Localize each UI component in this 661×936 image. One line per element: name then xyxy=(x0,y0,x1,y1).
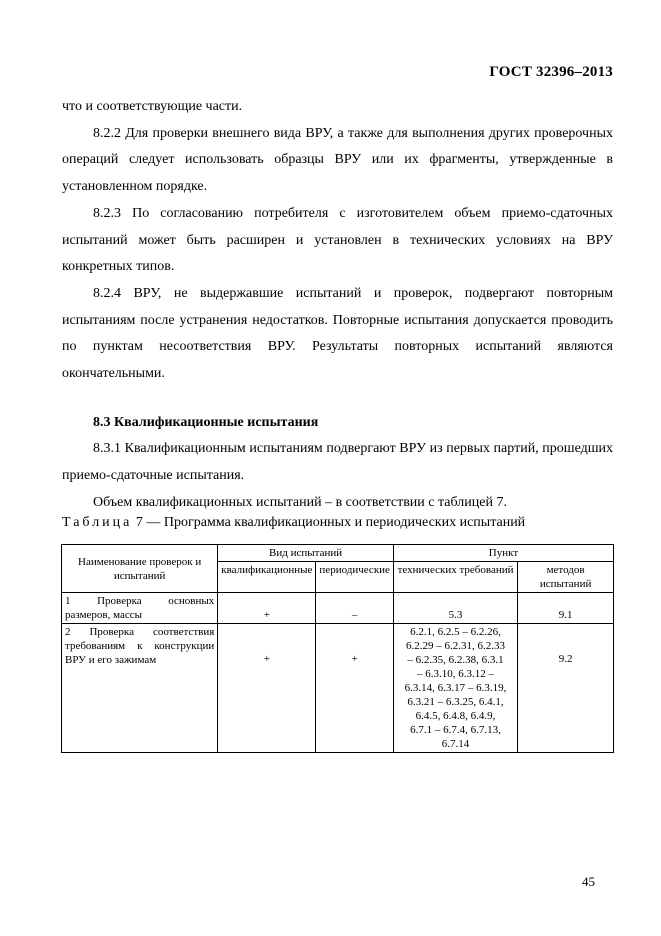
paragraph-8-2-2: 8.2.2 Для проверки внешнего вида ВРУ, а также для выполнения других проверочных операций следует использовать образцы ВРУ или их фрагменты, утвержденные в установленном порядке. xyxy=(62,125,613,195)
row-2-periodic: + xyxy=(316,624,394,753)
table-caption-title: 7 — Программа квалификационных и периодических испытаний xyxy=(132,515,526,530)
row-2-test-methods: 9.2 xyxy=(518,624,614,753)
header-test-methods: методов испытаний xyxy=(518,562,614,593)
page-number: 45 xyxy=(582,874,595,889)
paragraph-8-2-3: 8.2.3 По согласованию потребителя с изготовителем объем приемо-сдаточных испытаний может быть расширен и установлен в технических условиях на ВРУ конкретных типов. xyxy=(62,205,613,275)
header-periodic: периодические xyxy=(316,562,394,593)
header-tech-requirements: технических требований xyxy=(393,562,517,593)
table-caption-word: Таблица xyxy=(62,515,133,530)
body-text xyxy=(62,94,613,517)
header-name: Наименование проверок и испытаний xyxy=(62,545,218,593)
paragraph-continuation: что и соответствующие части. xyxy=(62,99,243,114)
table-row xyxy=(62,624,614,753)
header-test-type: Вид испытаний xyxy=(218,545,394,562)
standard-designation: ГОСТ 32396–2013 xyxy=(489,64,613,80)
row-1-test-methods: 9.1 xyxy=(518,593,614,624)
paragraph-8-3-1: 8.3.1 Квалификационным испытаниям подвергают ВРУ из первых партий, прошедших приемо-сдаточные испытания. xyxy=(62,441,613,484)
test-program-table xyxy=(61,544,614,753)
table-row xyxy=(62,593,614,624)
row-1-tech-requirements: 5.3 xyxy=(393,593,517,624)
table-caption xyxy=(62,515,525,531)
table-header-row-1 xyxy=(62,545,614,562)
row-2-name: 2 Проверка соответствия требованиям к конструкции ВРУ и его зажимам xyxy=(62,624,218,753)
header-qualification: квалификационные xyxy=(218,562,316,593)
paragraph-scope: Объем квалификационных испытаний – в соответствии с таблицей 7. xyxy=(93,494,507,510)
row-2-tech-requirements: 6.2.1, 6.2.5 – 6.2.26, 6.2.29 – 6.2.31, 6.2.33 – 6.2.35, 6.2.38, 6.3.1 – 6.3.10, 6.3.12 – 6.3.14, 6.3.17 – 6.3.19, 6.3.21 – 6.3.25, 6.4.1, 6.4.5, 6.4.8, 6.4.9, 6.7.1 – 6.7.4, 6.7.13, 6.7.14 xyxy=(393,624,517,753)
row-2-qualification: + xyxy=(218,624,316,753)
row-1-periodic: – xyxy=(316,593,394,624)
row-1-qualification: + xyxy=(218,593,316,624)
section-title-8-3: 8.3 Квалификационные испытания xyxy=(93,414,319,430)
paragraph-8-2-4: 8.2.4 ВРУ, не выдержавшие испытаний и проверок, подвергают повторным испытаниям после устранения недостатков. Повторные испытания допускается проводить по пунктам несоответствия ВРУ. Результаты повторных испытаний являются окончательными. xyxy=(62,285,613,382)
header-clause: Пункт xyxy=(393,545,613,562)
row-1-name: 1 Проверка основных размеров, массы xyxy=(62,593,218,624)
